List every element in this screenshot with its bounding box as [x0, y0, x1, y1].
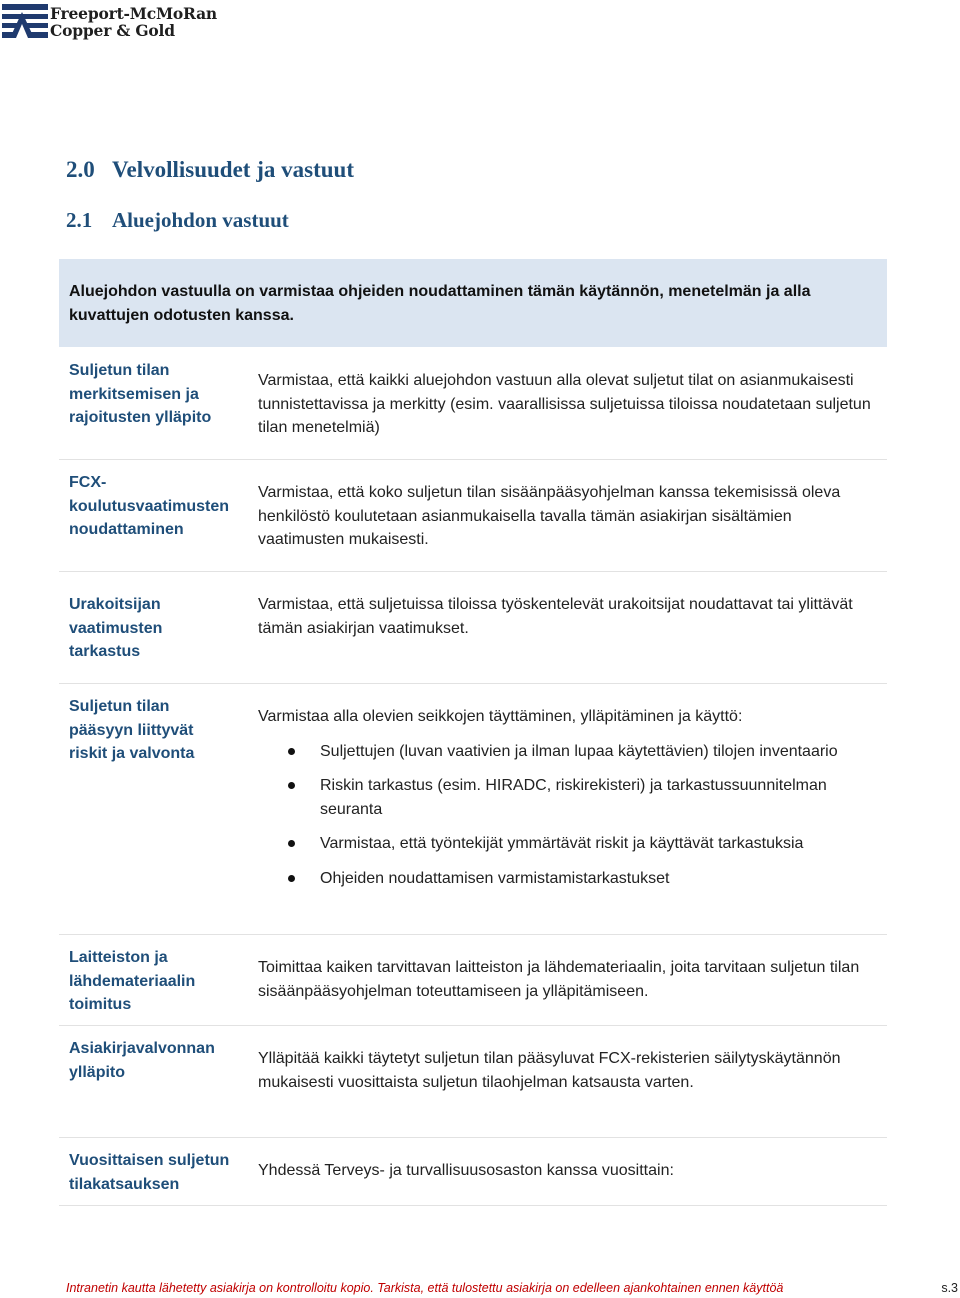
section-title: Velvollisuudet ja vastuut [112, 157, 354, 182]
table-row [59, 684, 887, 935]
section-heading [66, 157, 354, 183]
table-row [59, 572, 887, 684]
row-label: FCX-koulutusvaatimusten noudattaminen [69, 474, 230, 538]
logo-line-2: Copper & Gold [50, 21, 175, 40]
responsibility-table [59, 348, 887, 1206]
row-label: Asiakirjavalvonnan ylläpito [69, 1040, 215, 1081]
list-item: Suljettujen (luvan vaativien ja ilman lupaa käytettävien) tilojen inventaario [258, 740, 878, 764]
row-description: Varmistaa, että suljetuissa tiloissa työskentelevät urakoitsijat noudattavat tai ylittävät tämän asiakirjan vaatimukset. [258, 596, 853, 637]
page-number: s.3 [941, 1281, 958, 1295]
row-description: Toimittaa kaiken tarvittavan laitteiston ja lähdemateriaalin, joita tarvitaan suljetun tilan sisäänpääsyohjelman toteuttamiseen ja ylläpitämiseen. [258, 959, 860, 1000]
intro-box: Aluejohdon vastuulla on varmistaa ohjeiden noudattaminen tämän käytännön, menetelmän ja alla kuvattujen odotusten kanssa. [59, 259, 887, 347]
subsection-number: 2.1 [66, 208, 93, 232]
logo-line-1: Freeport-McMoRan [50, 4, 217, 23]
list-item: Varmistaa, että työntekijät ymmärtävät riskit ja käyttävät tarkastuksia [258, 832, 878, 856]
table-row [59, 935, 887, 1026]
row-label: Vuosittaisen suljetun tilakatsauksen [69, 1152, 230, 1193]
table-row [59, 348, 887, 460]
subsection-heading [66, 208, 289, 233]
table-row [59, 460, 887, 572]
list-item: Ohjeiden noudattamisen varmistamistarkastukset [258, 867, 878, 891]
row-description [258, 705, 878, 890]
subsection-title: Aluejohdon vastuut [112, 208, 289, 232]
logo-mark-icon [2, 4, 48, 38]
row-description: Varmistaa, että kaikki aluejohdon vastuun alla olevat suljetut tilat on asianmukaisesti tunnistettavissa ja merkitty (esim. vaarallisissa suljetuissa tiloissa noudatetaan suljetun tilan menetelmiä) [258, 372, 871, 436]
table-row [59, 1026, 887, 1138]
row-label: Suljetun tilan merkitsemisen ja rajoitusten ylläpito [69, 362, 212, 426]
row-description: Varmistaa, että koko suljetun tilan sisäänpääsyohjelman kanssa tekemisissä oleva henkilöstö koulutetaan asianmukaisella tavalla tämän asiakirjan sisältämien vaatimusten mukaisesti. [258, 484, 841, 548]
row-description: Ylläpitää kaikki täytetyt suljetun tilan pääsyluvat FCX-rekisterien säilytyskäytännön mukaisesti vuosittaista suljetun tilaohjelman katsausta varten. [258, 1050, 841, 1091]
footer-notice: Intranetin kautta lähetetty asiakirja on kontrolloitu kopio. Tarkista, että tulostettu asiakirja on edelleen ajankohtainen ennen käyttöä [66, 1281, 784, 1295]
row-description-text: Varmistaa alla olevien seikkojen täyttäminen, ylläpitäminen ja käyttö: [258, 708, 743, 725]
table-row [59, 1138, 887, 1206]
row-label: Laitteiston ja lähdemateriaalin toimitus [69, 949, 196, 1013]
list-item: Riskin tarkastus (esim. HIRADC, riskirekisteri) ja tarkastussuunnitelman seuranta [258, 774, 878, 821]
row-description: Yhdessä Terveys- ja turvallisuusosaston kanssa vuosittain: [258, 1162, 674, 1179]
company-logo [2, 4, 232, 40]
bullet-list [258, 740, 878, 891]
row-label: Suljetun tilan pääsyyn liittyvät riskit ja valvonta [69, 698, 195, 762]
row-label: Urakoitsijan vaatimusten tarkastus [69, 596, 163, 660]
section-number: 2.0 [66, 157, 95, 182]
